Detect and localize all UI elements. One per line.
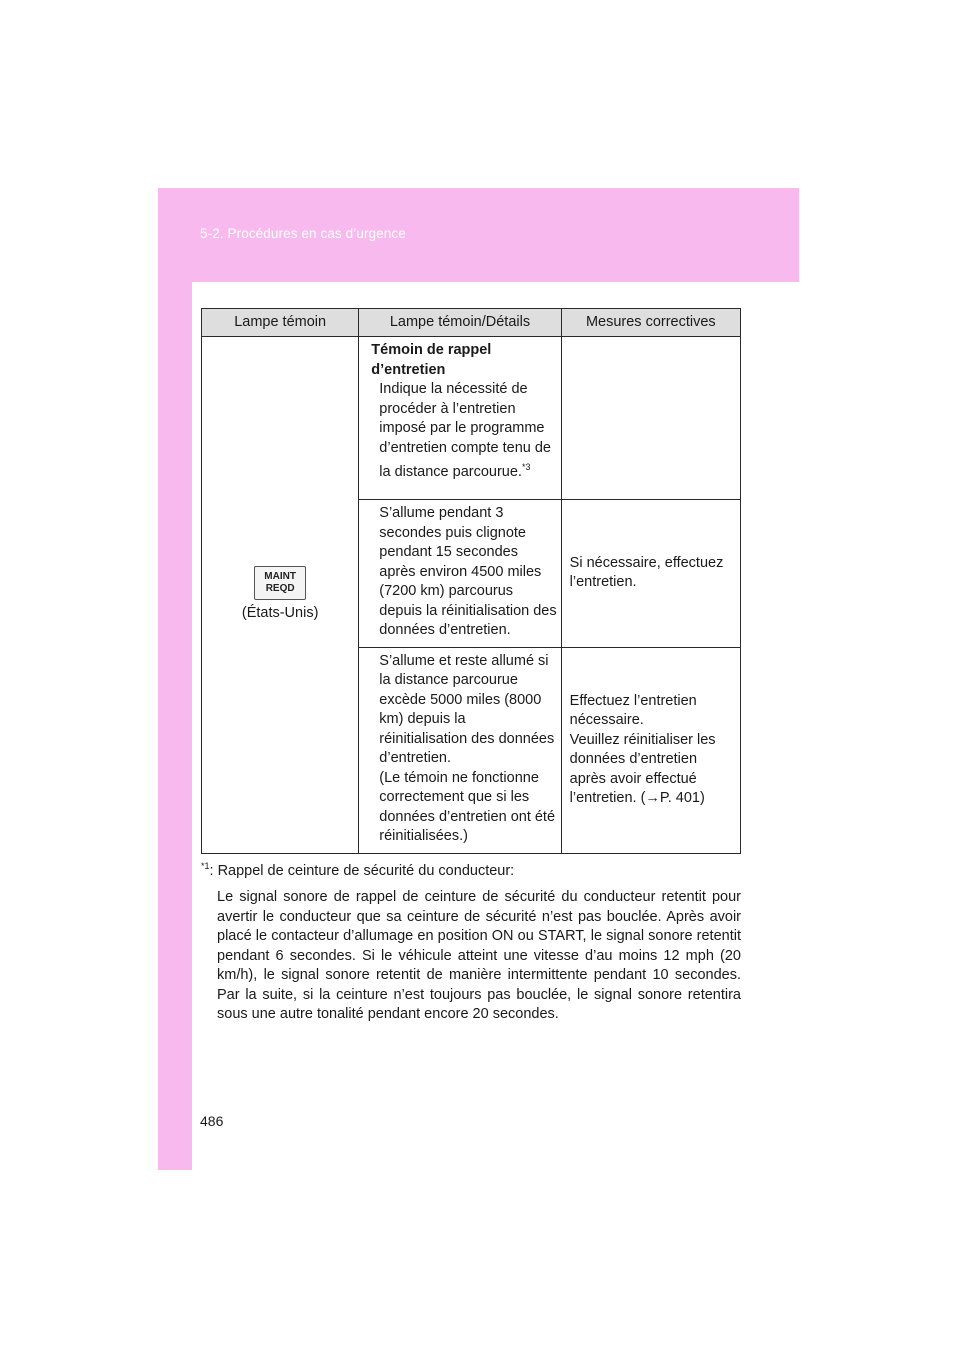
action-cell xyxy=(561,337,740,500)
left-margin-band xyxy=(158,188,192,1170)
detail-cell xyxy=(359,337,561,500)
lamp-caption: (États-Unis) xyxy=(241,605,319,621)
detail-title: Témoin de rappel d’entretien xyxy=(371,342,492,378)
action-line: Effectuez l’entretien nécessaire. xyxy=(569,692,697,728)
detail-text: S’allume pendant 3 secondes puis clignote pendant 15 secondes après environ 4500 miles (7200 km) parcourus depuis la réinitialisation des données d’entretien. xyxy=(379,505,557,638)
detail-text-note: (Le témoin ne fonctionne correctement que si les données d’entretien ont été réinitialisées.) xyxy=(379,769,556,844)
page-number: 486 xyxy=(200,1113,224,1129)
maint-reqd-icon: MAINT REQD xyxy=(254,566,306,600)
action-cell: Si nécessaire, effectuez l’entretien. xyxy=(561,500,740,648)
footnote-body: Le signal sonore de rappel de ceinture de sécurité du conducteur retentit pour avertir le conducteur que sa ceinture de sécurité n’est pas bouclée. Après avoir placé le contacteur d’allumage en position ON ou START, le signal sonore retentit pendant 6 secondes. Si le véhicule atteint une vitesse d’au moins 12 mph (20 km/h), le signal sonore retentit de manière intermittente pendant 10 secondes. Par la suite, si la ceinture n’est toujours pas bouclée, le signal sonore retentira sous une autre tonalité pendant encore 20 secondes. xyxy=(217,889,741,1023)
table-row xyxy=(202,337,741,500)
header-actions: Mesures correctives xyxy=(561,309,740,337)
detail-cell xyxy=(359,500,561,648)
section-title: 5-2. Procédures en cas d’urgence xyxy=(200,226,406,241)
lamp-cell xyxy=(202,337,359,854)
header-lamp: Lampe témoin xyxy=(202,309,359,337)
action-line: Veuillez réinitialiser les données d’entretien après avoir effectué l’entretien. (→P. 401) xyxy=(569,731,716,806)
footnote-ref: *3 xyxy=(521,462,531,472)
detail-text: S’allume et reste allumé si la distance parcourue excède 5000 miles (8000 km) depuis la réinitialisation des données d’entretien. xyxy=(379,652,555,766)
footnote-label: $^{*1}$: Rappel de ceinture de sécurité du conducteur: xyxy=(201,861,515,879)
footnote-marker: *1 xyxy=(201,861,210,871)
header-details: Lampe témoin/Détails xyxy=(359,309,561,337)
footnote xyxy=(201,857,741,1025)
table-header-row xyxy=(202,309,741,337)
action-cell xyxy=(561,647,740,853)
detail-cell xyxy=(359,647,561,853)
warning-light-table xyxy=(201,308,741,854)
detail-text: Indique la nécessité de procéder à l’entretien imposé par le programme d’entretien compte tenu de la distance parcourue.$^{*3}$ xyxy=(379,381,551,480)
